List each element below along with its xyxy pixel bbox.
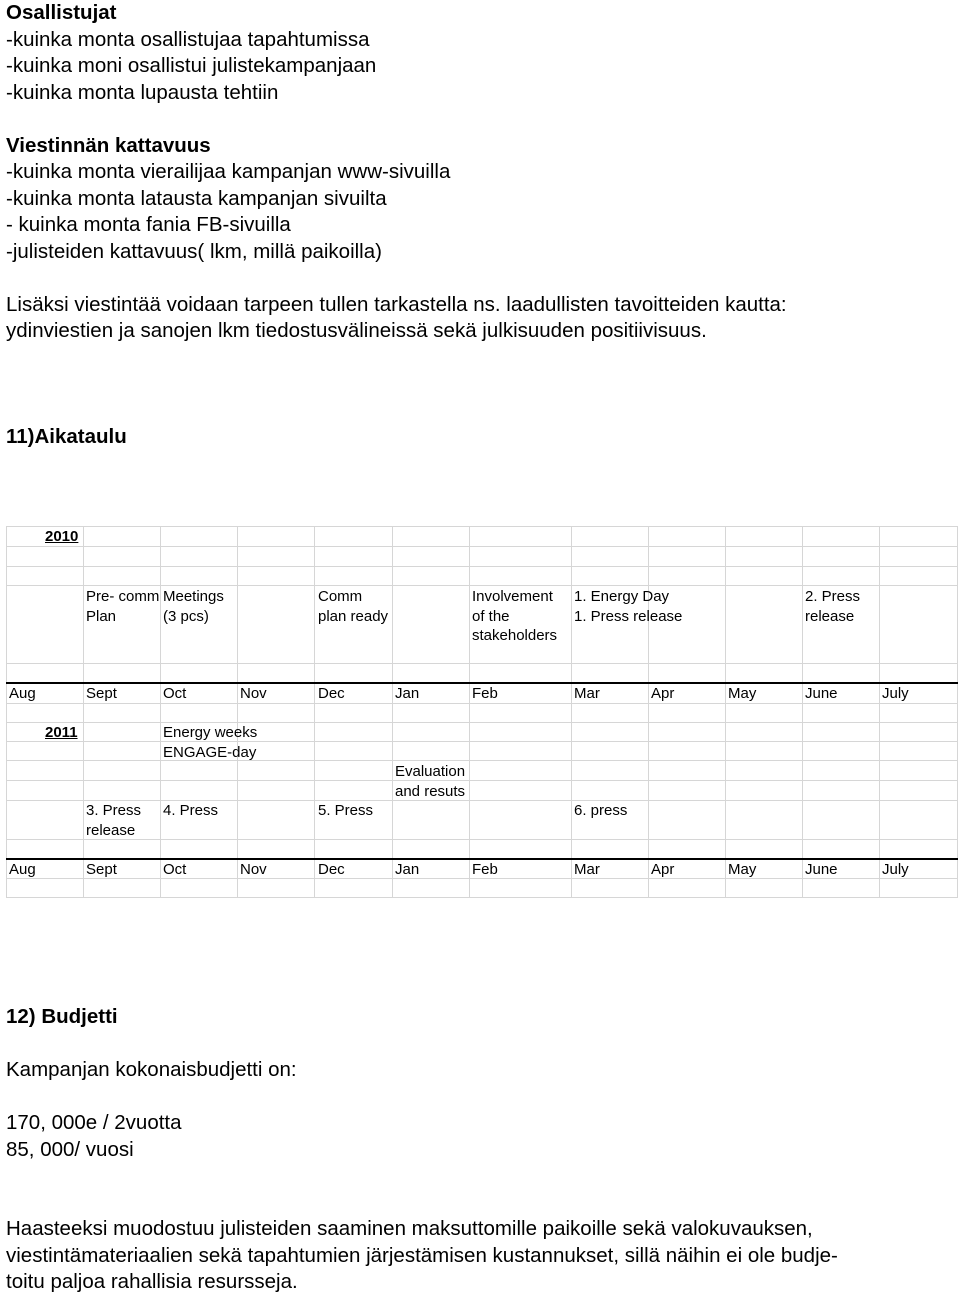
participants-line: -kuinka moni osallistui julistekampanjaan (6, 54, 377, 77)
coverage-line: -julisteiden kattavuus( lkm, millä paikoilla) (6, 239, 382, 263)
month-label: Feb (472, 685, 498, 702)
month-label: Oct (163, 861, 187, 878)
budget-challenge-line: viestintämateriaalien sekä tapahtumien järjestämisen kustannukset, sillä näihin ei ole budje- (6, 1243, 838, 1267)
participants-line: -kuinka monta lupausta tehtiin (6, 80, 279, 104)
schedule-grid (6, 526, 958, 898)
participants-heading: Osallistujat (6, 1, 117, 24)
event-evaluation: Evaluation and resuts (395, 763, 466, 800)
event-involvement: Involvement of the stakeholders (472, 588, 558, 644)
event-press-2: 2. Press release (805, 588, 861, 625)
budget-section (6, 1004, 951, 1296)
month-label: Dec (318, 685, 345, 702)
budget-amount: 85, 000/ vuosi (6, 1137, 134, 1161)
month-label: June (805, 861, 838, 878)
coverage-line: - kuinka monta fania FB-sivuilla (6, 213, 291, 236)
budget-challenge-line: Haasteeksi muodostuu julisteiden saaminen maksuttomille paikoille sekä valokuvauksen, (6, 1217, 813, 1240)
month-label: Sept (86, 861, 117, 878)
grid-lines (6, 526, 958, 898)
month-label: Aug (9, 861, 36, 878)
event-precomm: Pre- comm Plan (86, 588, 160, 625)
coverage-line: -kuinka monta vierailijaa kampanjan www-sivuilla (6, 160, 451, 183)
month-label: Apr (651, 685, 675, 702)
event-press-4: 4. Press (163, 802, 219, 819)
month-label: July (882, 861, 909, 878)
month-label: May (728, 685, 757, 702)
month-label: Dec (318, 861, 345, 878)
month-label: Sept (86, 685, 117, 702)
year-2010-label: 2010 (45, 528, 79, 545)
event-press-3: 3. Press release (86, 802, 142, 839)
month-label: Nov (240, 861, 267, 878)
month-label: Aug (9, 685, 36, 702)
document-body (6, 0, 951, 451)
month-label: May (728, 861, 757, 878)
event-comm-plan: Comm plan ready (318, 588, 389, 625)
event-meetings: Meetings (3 pcs) (163, 588, 224, 625)
budget-challenge-line: toitu paljoa rahallisia resursseja. (6, 1270, 298, 1293)
month-label: Mar (574, 685, 600, 702)
schedule-heading: 11)Aikataulu (6, 425, 127, 448)
month-label: Mar (574, 861, 600, 878)
year-2011-label: 2011 (45, 724, 78, 741)
month-label: Apr (651, 861, 675, 878)
event-energy-weeks: Energy weeks ENGAGE-day (163, 724, 258, 761)
month-label: Jan (395, 685, 420, 702)
event-press-5: 5. Press (318, 802, 374, 819)
participants-line: -kuinka monta osallistujaa tapahtumissa (6, 27, 370, 51)
month-label: Jan (395, 861, 420, 878)
event-press-6: 6. press (574, 802, 628, 819)
event-energy-day: 1. Energy Day 1. Press release (574, 588, 683, 625)
budget-amount: 170, 000e / 2vuotta (6, 1111, 182, 1134)
month-label: Oct (163, 685, 187, 702)
extra-line: ydinviestien ja sanojen lkm tiedostusvälineissä sekä julkisuuden positiivisuus. (6, 319, 707, 342)
budget-heading: 12) Budjetti (6, 1005, 118, 1028)
month-label: June (805, 685, 838, 702)
budget-intro: Kampanjan kokonaisbudjetti on: (6, 1058, 297, 1081)
coverage-heading: Viestinnän kattavuus (6, 133, 211, 157)
month-label: Feb (472, 861, 498, 878)
extra-line: Lisäksi viestintää voidaan tarpeen tullen tarkastella ns. laadullisten tavoitteiden kautta: (6, 292, 787, 316)
month-label: July (882, 685, 909, 702)
coverage-line: -kuinka monta latausta kampanjan sivuilta (6, 186, 387, 210)
month-label: Nov (240, 685, 267, 702)
